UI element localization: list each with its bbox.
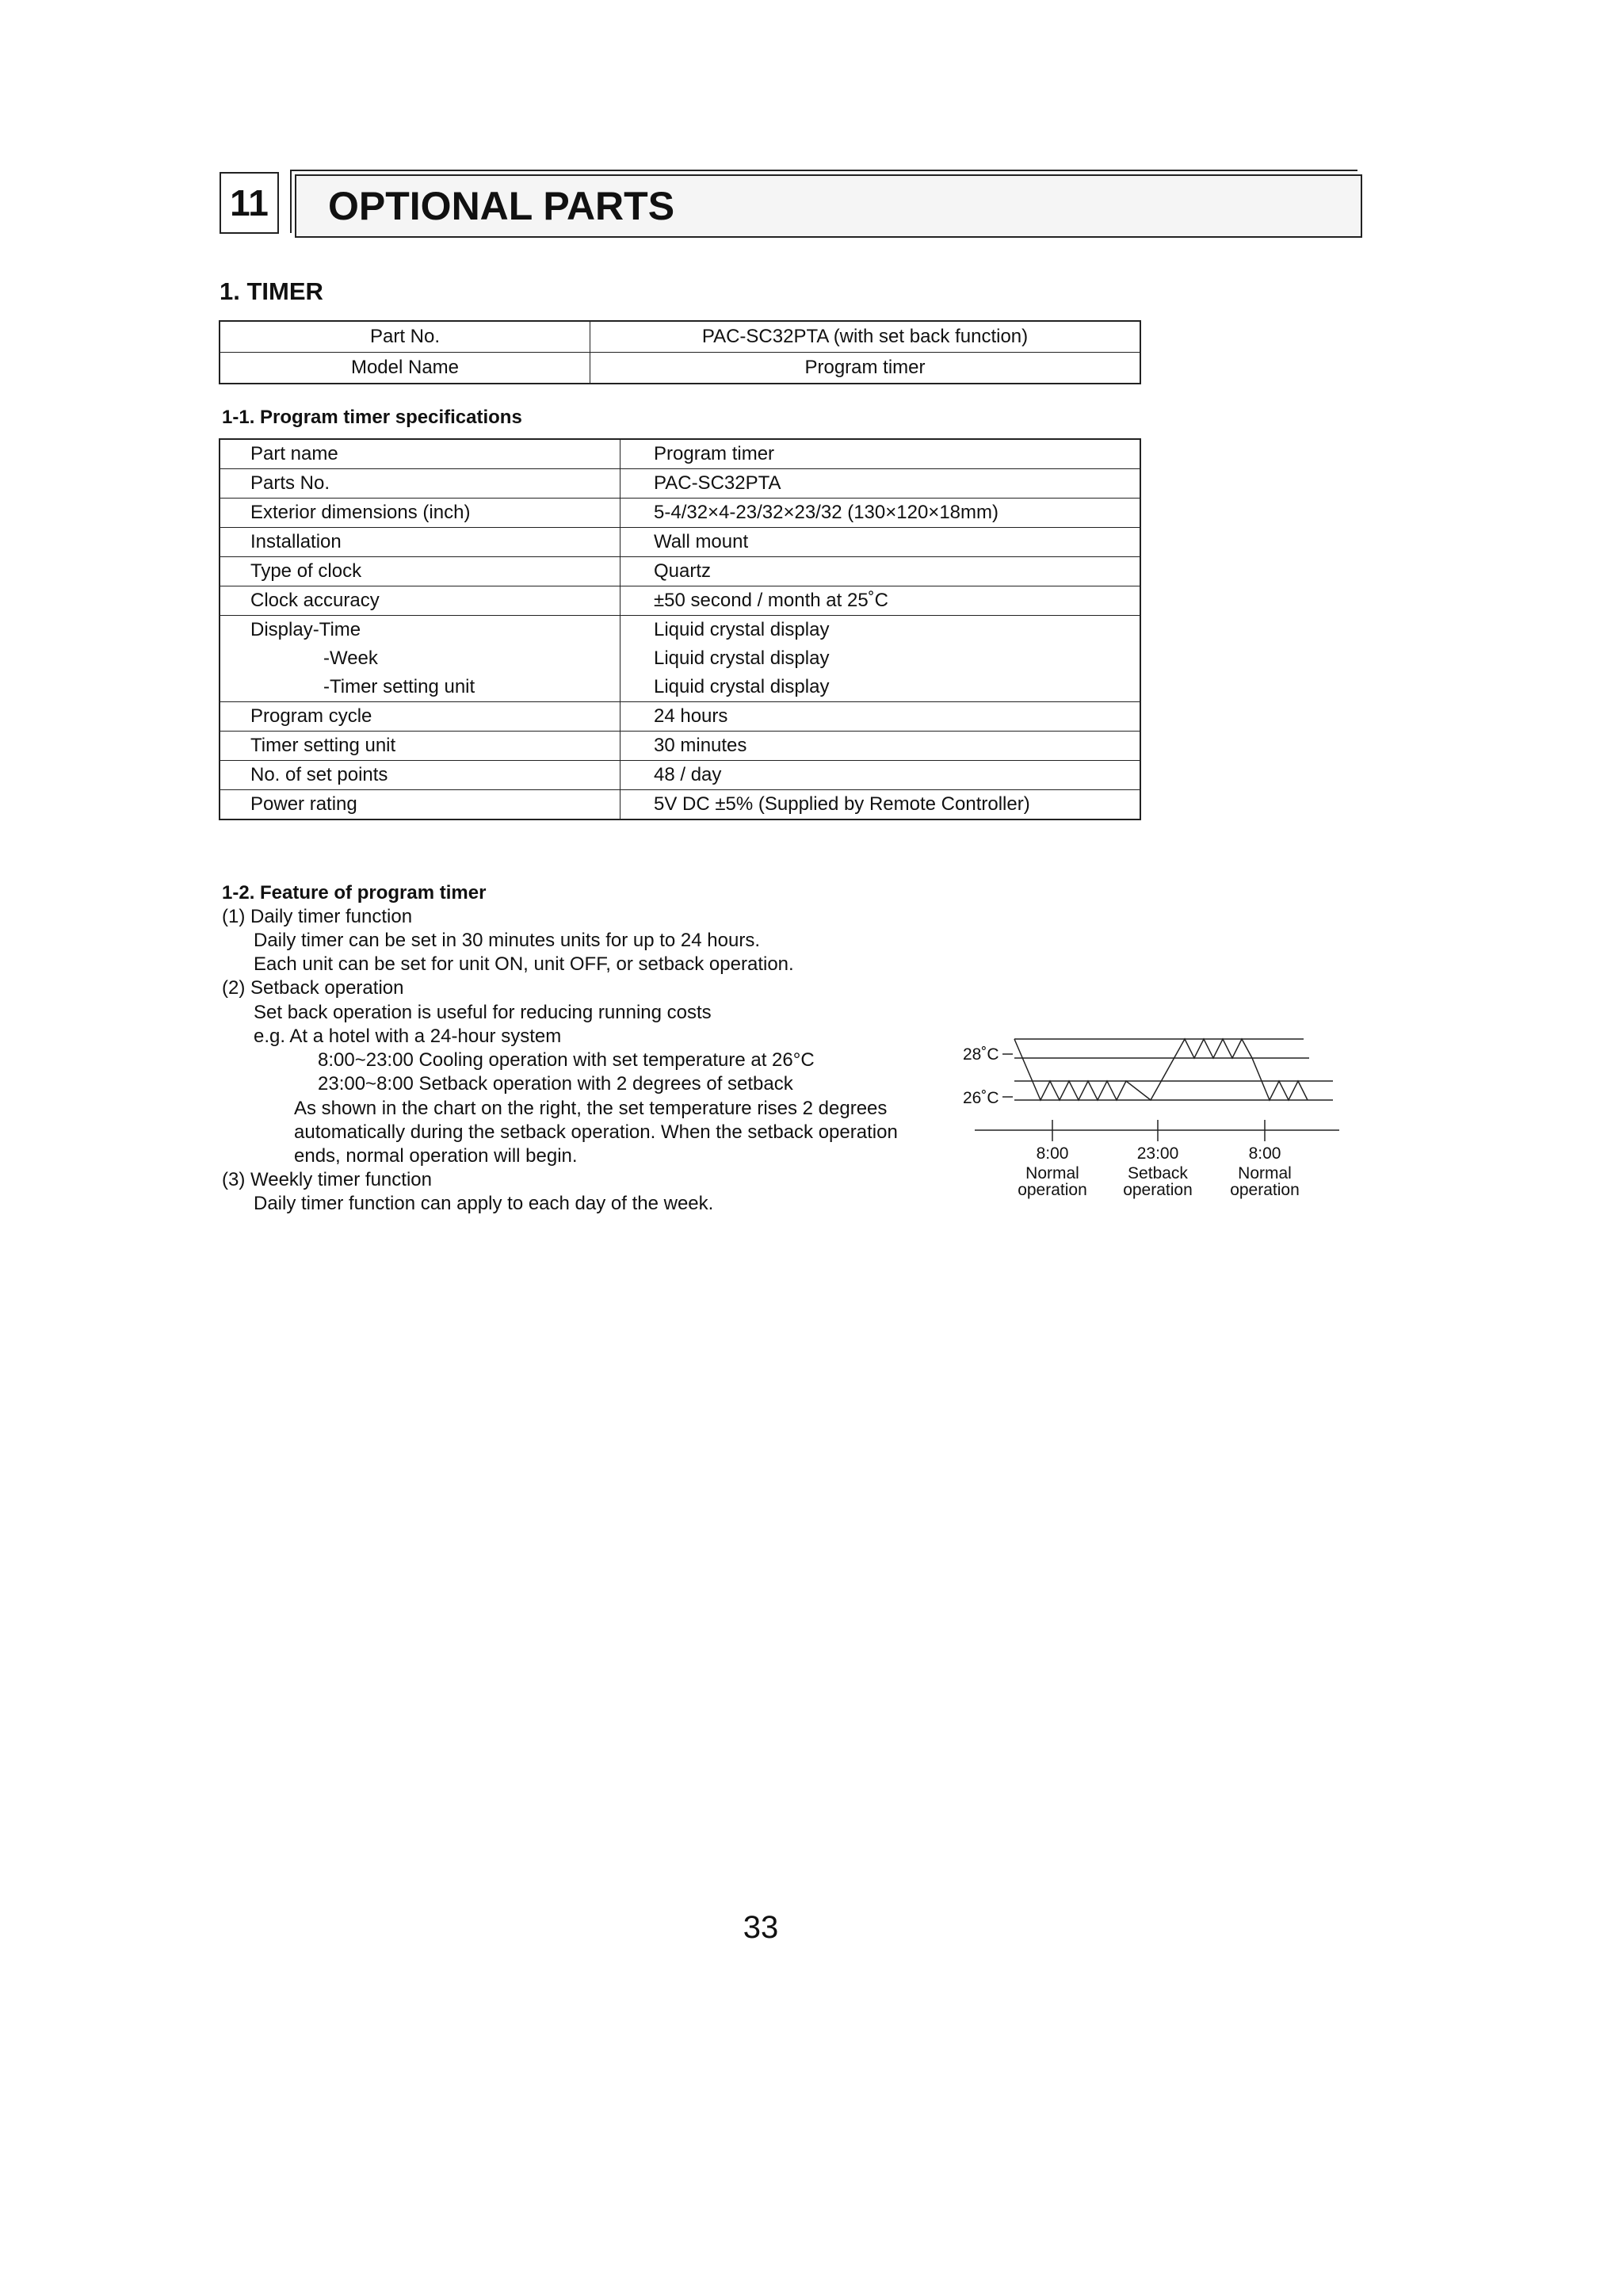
table-cell-label: Model Name: [220, 353, 590, 384]
setback-chart: [959, 1014, 1355, 1221]
feature-text: Daily timer can be set in 30 minutes units for up to 24 hours.: [254, 930, 760, 951]
table-cell-label: Installation: [220, 528, 620, 557]
feature-text: Set back operation is useful for reducing running costs: [254, 1002, 712, 1023]
table-cell-label: Clock accuracy: [220, 586, 620, 616]
mode-label: Setback: [1128, 1164, 1188, 1182]
table-row: [220, 732, 1140, 761]
table-cell-label: Timer setting unit: [220, 732, 620, 761]
table-row: [220, 439, 1140, 469]
feature-heading: 1-2. Feature of program timer: [222, 882, 487, 904]
time-label: 8:00: [1036, 1144, 1069, 1163]
table-cell-label: -Week: [220, 644, 620, 673]
table-cell-value: PAC-SC32PTA: [620, 469, 1141, 499]
table-cell-value: Program timer: [590, 353, 1141, 384]
table-cell-label: -Timer setting unit: [220, 673, 620, 702]
table-row: [220, 761, 1140, 790]
page-number: 33: [743, 1910, 779, 1945]
table-row: [220, 557, 1140, 586]
feature-text: automatically during the setback operation. When the setback operation: [294, 1121, 898, 1143]
table-cell-value: 5-4/32×4-23/32×23/32 (130×120×18mm): [620, 499, 1141, 528]
feature-text: As shown in the chart on the right, the set temperature rises 2 degrees: [294, 1098, 888, 1119]
mode-label: Normal: [1025, 1164, 1079, 1182]
table-cell-value: 48 / day: [620, 761, 1141, 790]
table-row: [220, 469, 1140, 499]
time-label: 23:00: [1136, 1144, 1179, 1163]
table-row: [220, 644, 1140, 673]
mode-label: operation: [1018, 1181, 1087, 1199]
table-cell-label: Part name: [220, 439, 620, 469]
temperature-line: [1014, 1039, 1308, 1100]
table-cell-value: 30 minutes: [620, 732, 1141, 761]
table-cell-value: 5V DC ±5% (Supplied by Remote Controller): [620, 790, 1141, 820]
mode-label: Normal: [1238, 1164, 1292, 1182]
table-cell-label: No. of set points: [220, 761, 620, 790]
table-cell-value: ±50 second / month at 25˚C: [620, 586, 1141, 616]
table-row: [220, 321, 1140, 353]
feature-item-title: (2) Setback operation: [222, 977, 404, 999]
table-cell-label: Power rating: [220, 790, 620, 820]
feature-text: Daily timer function can apply to each day of the week.: [254, 1193, 714, 1214]
table-cell-value: Liquid crystal display: [654, 648, 830, 669]
y-label-28: 28˚C: [963, 1045, 999, 1064]
mode-label: operation: [1123, 1181, 1193, 1199]
section-title: OPTIONAL PARTS: [328, 184, 675, 228]
table-cell-value: Wall mount: [620, 528, 1141, 557]
feature-text: ends, normal operation will begin.: [294, 1145, 578, 1167]
table-row: [220, 586, 1140, 616]
specs-heading: 1-1. Program timer specifications: [222, 407, 522, 428]
table-cell-value: Liquid crystal display: [654, 676, 830, 697]
table-cell-label: Part No.: [220, 321, 590, 353]
mode-label: operation: [1230, 1181, 1300, 1199]
y-label-26: 26˚C: [963, 1089, 999, 1107]
table-cell-value: 24 hours: [620, 702, 1141, 732]
table-cell-label: Type of clock: [220, 557, 620, 586]
table-cell-value: PAC-SC32PTA (with set back function): [590, 321, 1141, 353]
table-cell-label: Display-Time: [220, 616, 620, 645]
table-row: [220, 499, 1140, 528]
table-row: [220, 702, 1140, 732]
table-cell-label: Parts No.: [220, 469, 620, 499]
table-row: [220, 528, 1140, 557]
feature-text: Each unit can be set for unit ON, unit OFF, or setback operation.: [254, 953, 794, 975]
feature-text: e.g. At a hotel with a 24-hour system: [254, 1026, 562, 1047]
table-row: [220, 790, 1140, 820]
table-row: [220, 673, 1140, 702]
feature-text: 8:00~23:00 Cooling operation with set temperature at 26°C: [318, 1049, 815, 1071]
timer-summary-table: [219, 320, 1141, 384]
table-cell-label: Exterior dimensions (inch): [220, 499, 620, 528]
feature-text: 23:00~8:00 Setback operation with 2 degrees of setback: [318, 1073, 793, 1095]
table-cell-value: Quartz: [620, 557, 1141, 586]
timer-heading: 1. TIMER: [220, 277, 323, 305]
table-cell-label: Program cycle: [220, 702, 620, 732]
feature-item-title: (3) Weekly timer function: [222, 1169, 432, 1190]
feature-item-title: (1) Daily timer function: [222, 906, 413, 927]
table-row: [220, 353, 1140, 384]
table-cell-value: Program timer: [654, 443, 775, 464]
time-label: 8:00: [1248, 1144, 1281, 1163]
table-row: [220, 616, 1140, 645]
section-number: 11: [220, 172, 279, 234]
table-cell-value: Liquid crystal display: [620, 616, 1141, 645]
specs-table: [219, 438, 1141, 820]
